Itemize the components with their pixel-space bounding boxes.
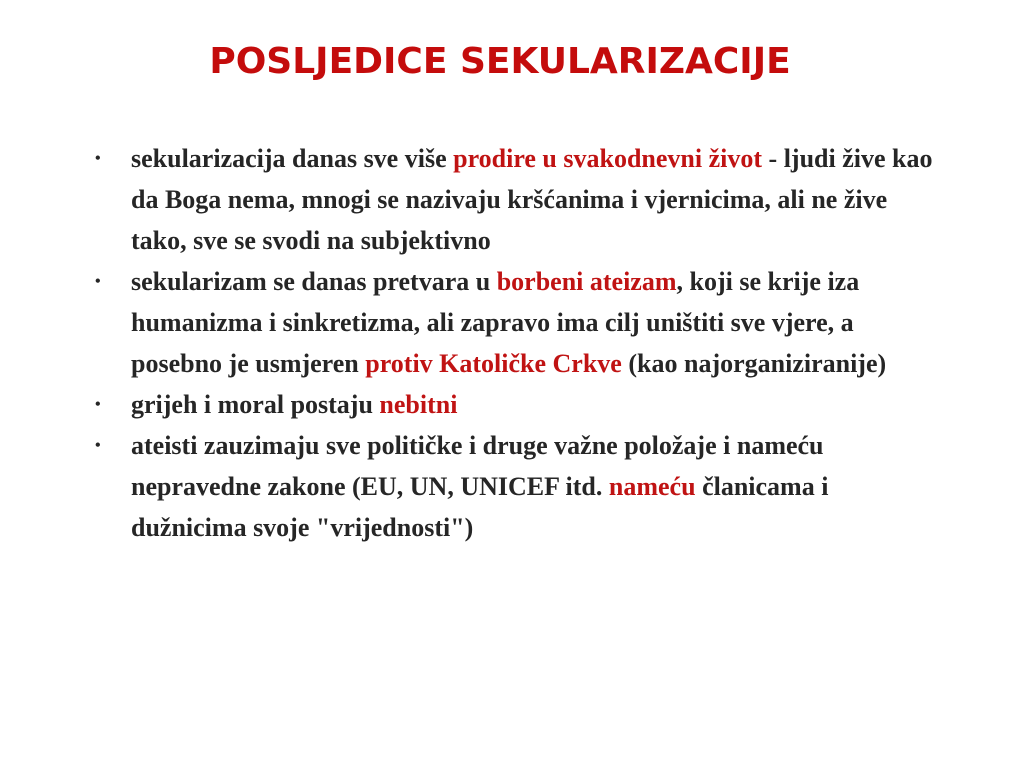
bullet-dot-icon: •: [95, 273, 101, 290]
bullet-2-text-rest: (kao najorganiziranije): [621, 349, 887, 378]
bullet-2-highlight: borbeni ateizam: [496, 267, 677, 296]
bullet-4-highlight: nameću: [608, 472, 696, 501]
bullet-2-text-mid: , koji se krije iza humanizma i sinkretizma, ali zapravo ima cilj uništiti sve vjere, a posebno je usmjeren: [131, 267, 860, 378]
bullet-item-4: [93, 425, 933, 548]
bullet-4-text-rest: članicama i dužnicima svoje "vrijednosti"): [131, 472, 829, 542]
bullet-1-highlight: prodire u svakodnevni život: [453, 144, 763, 173]
slide-title: POSLJEDICE SEKULARIZACIJE: [209, 41, 791, 82]
bullet-list: [93, 138, 933, 548]
bullet-3-text: grijeh i moral postaju: [131, 390, 380, 419]
bullet-2-highlight-2: protiv Katoličke Crkve: [365, 349, 622, 378]
bullet-1-text: sekularizacija danas sve više: [131, 144, 454, 173]
bullet-item-3: [93, 384, 933, 425]
bullet-dot-icon: •: [95, 396, 101, 413]
bullet-4-text: ateisti zauzimaju sve političke i druge važne položaje i nameću nepravedne zakone (EU, UN, UNICEF itd.: [131, 431, 824, 501]
bullet-item-1: [93, 138, 933, 261]
bullet-2-text: sekularizam se danas pretvara u: [131, 267, 497, 296]
bullet-dot-icon: •: [95, 150, 101, 167]
bullet-item-2: [93, 261, 933, 384]
bullet-1-text-rest: - ljudi žive kao da Boga nema, mnogi se nazivaju kršćanima i vjernicima, ali ne žive tako, sve se svodi na subjektivno: [131, 144, 933, 255]
bullet-3-highlight: nebitni: [379, 390, 458, 419]
bullet-dot-icon: •: [95, 437, 101, 454]
